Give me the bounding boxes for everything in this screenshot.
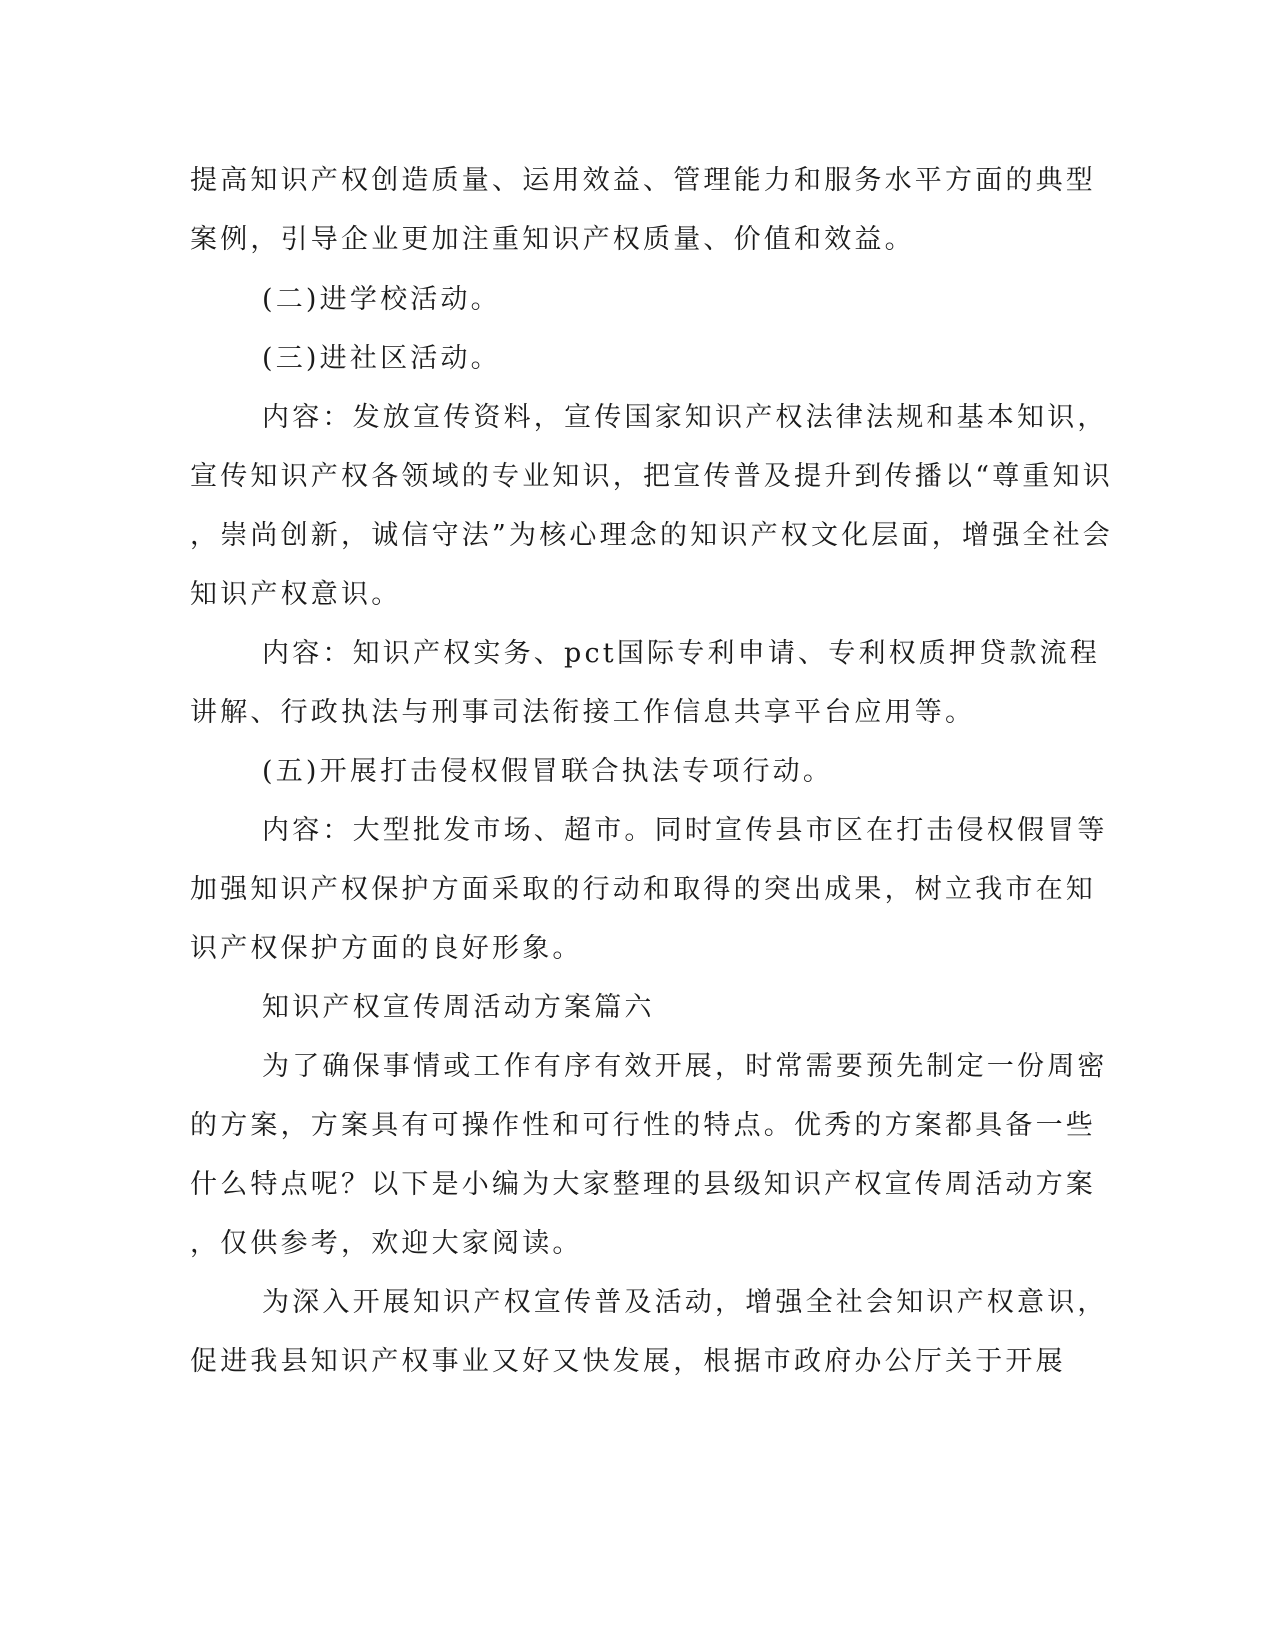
body-text-line: 知识产权意识。 — [190, 579, 402, 610]
body-text-line: 案例，引导企业更加注重知识产权质量、价值和效益。 — [190, 224, 915, 255]
article-title: 知识产权宣传周活动方案篇六 — [262, 992, 655, 1023]
section-heading: (五)开展打击侵权假冒联合执法专项行动。 — [262, 756, 834, 787]
body-text-line: 识产权保护方面的良好形象。 — [190, 933, 583, 964]
body-text-line: 讲解、行政执法与刑事司法衔接工作信息共享平台应用等。 — [190, 697, 976, 728]
body-text-line: ，崇尚创新，诚信守法”为核心理念的知识产权文化层面，增强全社会 — [190, 520, 1114, 551]
section-heading: (三)进社区活动。 — [262, 343, 501, 374]
body-text-line: 为了确保事情或工作有序有效开展，时常需要预先制定一份周密 — [262, 1051, 1108, 1082]
body-text-line: 的方案，方案具有可操作性和可行性的特点。优秀的方案都具备一些 — [190, 1110, 1096, 1141]
body-text-line: 什么特点呢？以下是小编为大家整理的县级知识产权宣传周活动方案 — [190, 1169, 1096, 1200]
body-text-line: 促进我县知识产权事业又好又快发展，根据市政府办公厅关于开展 — [190, 1346, 1066, 1377]
body-text-line: 内容：大型批发市场、超市。同时宣传县市区在打击侵权假冒等 — [262, 815, 1108, 846]
body-text-line: ，仅供参考，欢迎大家阅读。 — [190, 1228, 583, 1259]
section-heading: (二)进学校活动。 — [262, 284, 501, 315]
body-text-line: 内容：发放宣传资料，宣传国家知识产权法律法规和基本知识， — [262, 402, 1108, 433]
body-text-line: 加强知识产权保护方面采取的行动和取得的突出成果，树立我市在知 — [190, 874, 1096, 905]
body-text-line: 内容：知识产权实务、pct国际专利申请、专利权质押贷款流程 — [262, 638, 1101, 669]
body-text-line: 为深入开展知识产权宣传普及活动，增强全社会知识产权意识， — [262, 1287, 1108, 1318]
body-text-line: 宣传知识产权各领域的专业知识，把宣传普及提升到传播以“尊重知识 — [190, 461, 1114, 492]
body-text-line: 提高知识产权创造质量、运用效益、管理能力和服务水平方面的典型 — [190, 165, 1096, 196]
